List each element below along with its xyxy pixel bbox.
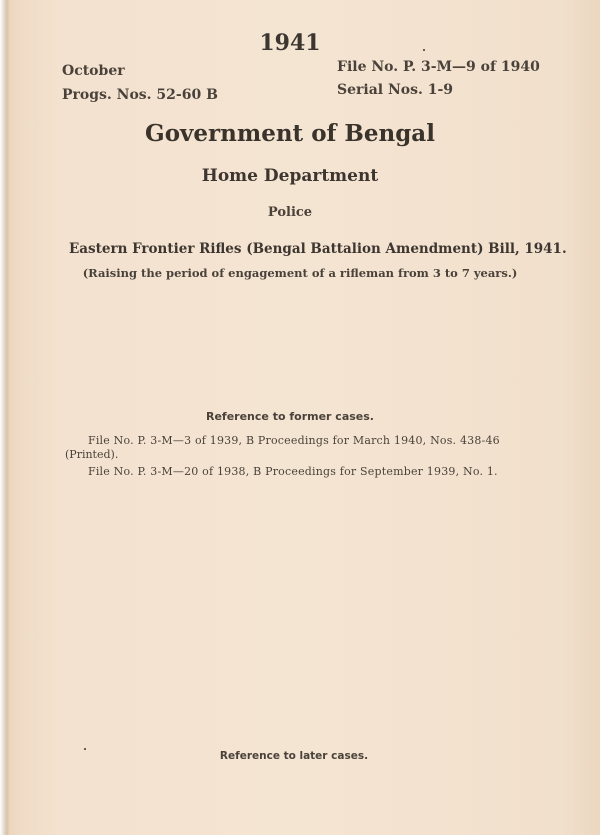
government-title: Government of Bengal [145, 120, 435, 147]
document-year: 1941 [259, 30, 321, 56]
ink-speck [423, 49, 425, 51]
later-cases-heading: Reference to later cases. [219, 750, 369, 762]
bill-title: Eastern Frontier Rifles (Bengal Battalion Amendment) Bill, 1941. [69, 241, 567, 257]
progs-numbers: Progs. Nos. 52-60 B [62, 87, 218, 103]
former-case-line: File No. P. 3-M—3 of 1939, B Proceedings for March 1940, Nos. 438-46 [88, 434, 500, 447]
department-title: Home Department [201, 166, 379, 186]
ink-speck [84, 748, 86, 750]
former-cases-heading: Reference to former cases. [206, 410, 374, 423]
file-number: File No. P. 3-M—9 of 1940 [337, 59, 540, 75]
serial-numbers: Serial Nos. 1-9 [337, 82, 454, 98]
former-case-line: (Printed). [65, 448, 119, 461]
subject-label: Police [267, 205, 313, 220]
former-case-line: File No. P. 3-M—20 of 1938, B Proceedings for September 1939, No. 1. [88, 465, 498, 478]
bill-note: (Raising the period of engagement of a rifleman from 3 to 7 years.) [82, 266, 518, 280]
month-label: October [62, 63, 125, 79]
